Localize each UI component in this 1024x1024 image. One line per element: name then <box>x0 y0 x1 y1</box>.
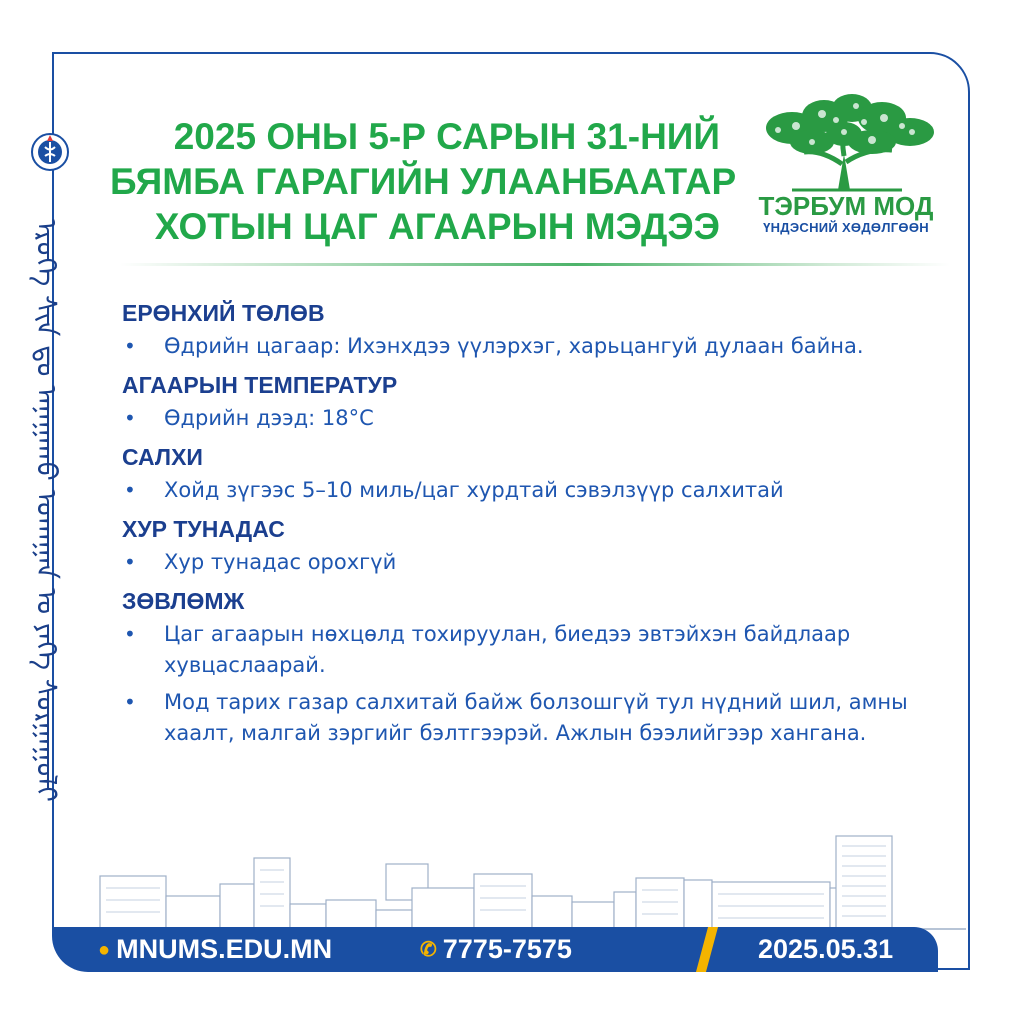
section-heading-precipitation: ХУР ТУНАДАС <box>122 516 285 542</box>
footer-date: 2025.05.31 <box>758 934 894 964</box>
section-heading-temperature: АГААРЫН ТЕМПЕРАТУР <box>122 372 398 398</box>
list-item: • Цаг агаарын нөхцөлд тохируулан, биедээ эвтэйхэн байдлаар хувцаслаарай. <box>122 619 932 681</box>
section-heading-advice: ЗӨВЛӨМЖ <box>122 588 245 614</box>
side-script-text: ᠡᠷᠦᠭᠡ ᠰᠢᠨ ᠳᠤ ᠠᠨᠠᠭᠠᠬᠤ ᠤᠬᠠᠭᠠᠨ ᠤ ᠶᠡᠬᠡ ᠰᠤᠷᠭᠠᠭᠤᠯᠢ <box>29 218 63 802</box>
logo-name: ТЭРБУМ МОД <box>758 191 934 221</box>
vertical-mongolian-script <box>12 180 92 840</box>
footer-bar <box>52 927 938 972</box>
globe-icon: ● <box>98 939 111 961</box>
list-item: • Мод тарих газар салхитай байж болзошгүй тул нүдний шил, амны хаалт, малгай зэргийг бэлтгээрэй. Ажлын бээлийгээр хангана. <box>122 687 932 749</box>
title-divider <box>120 263 950 266</box>
page-title <box>110 114 737 249</box>
phone-number[interactable] <box>420 933 572 966</box>
university-emblem-icon <box>30 132 70 172</box>
weather-content <box>122 298 932 755</box>
phone-icon: ✆ <box>420 939 437 961</box>
logo-subtitle: ҮНДЭСНИЙ ХӨДӨЛГӨӨН <box>763 220 929 235</box>
title-line: ХОТЫН ЦАГ АГААРЫН МЭДЭЭ <box>154 206 720 247</box>
list-item: • Хур тунадас орохгүй <box>122 547 932 578</box>
list-item: • Өдрийн дээд: 18°C <box>122 403 932 434</box>
list-item: • Хойд зүгээс 5–10 миль/цаг хурдтай сэвэлзүүр салхитай <box>122 475 932 506</box>
phone-text: 7775-7575 <box>442 934 572 964</box>
list-item: • Өдрийн цагаар: Ихэнхдээ үүлэрхэг, харьцангуй дулаан байна. <box>122 331 932 362</box>
footer-divider <box>696 927 718 972</box>
title-line: БЯМБА ГАРАГИЙН УЛААНБААТАР <box>110 161 737 202</box>
website-link[interactable] <box>98 933 332 966</box>
section-heading-general: ЕРӨНХИЙ ТӨЛӨВ <box>122 300 325 326</box>
title-line: 2025 ОНЫ 5-Р САРЫН 31-НИЙ <box>173 116 720 157</box>
section-heading-wind: САЛХИ <box>122 444 203 470</box>
city-skyline-illustration <box>96 830 966 930</box>
website-text: MNUMS.EDU.MN <box>116 934 333 964</box>
